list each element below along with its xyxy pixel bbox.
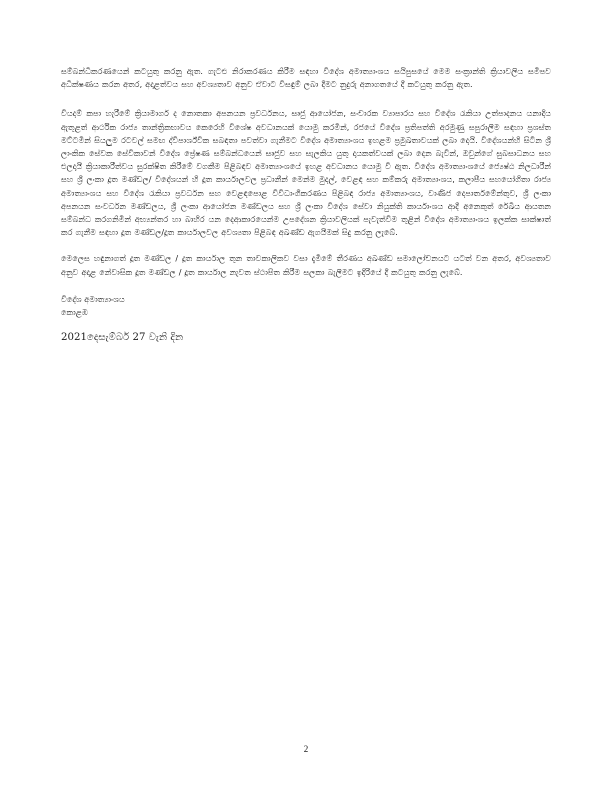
page-number: 2 (303, 744, 309, 754)
paragraph-2: වියදම් කපා හැරීමේ ක්‍රියාමාර්ග ද නොතකා අපනයන ප්‍රවර්ධනය, සෘජු ආයෝජන, සංචාරක ව්‍යාපාරය සහ විදේශ රැකියා උත්පාදනය යනාදිය ඇතුළත් ආර්ථික රාජ්‍ය තාන්ත්‍රිකභාවය කෙරෙහි විශේෂ අවධානයක් යොමු කරමින්, රජයේ විදේශ ප්‍රතිපත්ති අරමුණු සපුරාලීම සඳහා ප්‍රශස්ත මට්ටමින් සියලුම රටවල් සමඟ ද්විපාර්ශ්වික සබඳතා පවත්වා ගැනීමට විදේශ අමාත්‍යාංශය ඉහළම ප්‍රමුඛතාවයක් ලබා දෙයි. විදේශයන්හි සිටින ශ්‍රී ලාංකික සේවක සේවිකාවන් විදේශ ප්‍රේෂණ සම්බන්ධයෙන් සෘජුව සහ සැලකිය යුතු දායකත්වයක් ලබා දෙන බැවින්, ඔවුන්ගේ සුබසාධනය සහ එලදායී ක්‍රියාකාරීත්වය සුරක්ෂිත කිරීමේ වගකීම පිළිබඳව අමාත්‍යාංශයේ ඉහළ අවධානය යොමු වී ඇත. විදේශ අමාත්‍යාංශයේ ජ්‍යෙෂ්ඨ නිලධාරීන් සහ ශ්‍රී ලංකා දූත මණ්ඩල/ විදේශයන් හි දූත කාර්යාලවල ප්‍රධානීන් මෙන්ම මුදල්, වෙළඳ සහ කම්කරු අමාත්‍යාංශය, කලාපීය සහයෝගිතා රාජ්‍ය අමාත්‍යාංශය සහ විදේශ රැකියා ප්‍රවර්ධන සහ වෙළඳපොළ විවිධාංගීකරණය පිළිබඳ රාජ්‍ය අමාත්‍යාංශය, වාණිජ දෙපාර්තමේන්තුව, ශ්‍රී ලංකා අපනයන සංවර්ධන මණ්ඩලය, ශ්‍රී ලංකා ආයෝජන මණ්ඩලය සහ ශ්‍රී ලංකා විදේශ සේවා නියුක්ති කාර්යාංශය ආදී අනෙකුත් රේඛීය ආයතන සම්බන්ධ කරගනිමින් අභ්‍යන්තර හා බාහිර යන දෙආකාරයෙන්ම උපදේශන ක්‍රියාවලියක් පැවැත්වීම තුළින් විදේශ අමාත්‍යාංශය ඉලක්ක සාක්ෂාත් කර ගැනීම සඳහා දූත මණ්ඩල/දූත කාර්යාලවල අවශ්‍යතා පිළිබඳ අඛණ්ඩ ඇගයීමක් සිදු කරනු ලැබේ. (61, 108, 551, 238)
document-page (61, 62, 551, 345)
document-date: 2021දෙසැම්බර් 27 වැනි දින (61, 332, 184, 344)
paragraph-3: මෙලෙස හඳුනාගත් දූත මණ්ඩල / දූත කාර්යාල තුන තාවකාලිකව වසා දැමීමේ තීරණය අඛණ්ඩ සමාලෝචනයට යටත් වන අතර, අවශ්‍යතාව අනුව අදාළ නේවාසික දූත මණ්ඩල / දූත කාර්යාල නැවත ස්ථාපිත කිරීම සලකා බැලීමට ඉදිරියේ දී කටයුතු කරනු ලැබේ. (61, 253, 551, 277)
signature-ministry: විදේශ අමාත්‍යාංශය (61, 293, 125, 304)
paragraph-1: සම්බන්ධීකරණයෙන් කටයුතු කරනු ඇත. ගැටළු නිරාකරණය කිරීම සඳහා විදේශ අමාත්‍යාංශය සයිපුසයේ මෙම සංක්‍රාන්ති ක්‍රියාවලිය සමීපව අධීක්ෂණය කරන අතර, අදාළත්වය සහ අවශ්‍යතාව අනුව ඒවාට විසඳුම් ලබා දීමට නුදුරු අනාගතයේ දී කටයුතු කරනු ඇත. (61, 66, 551, 90)
signature-city: කොළඹ (61, 307, 88, 318)
signature-block (61, 293, 551, 319)
